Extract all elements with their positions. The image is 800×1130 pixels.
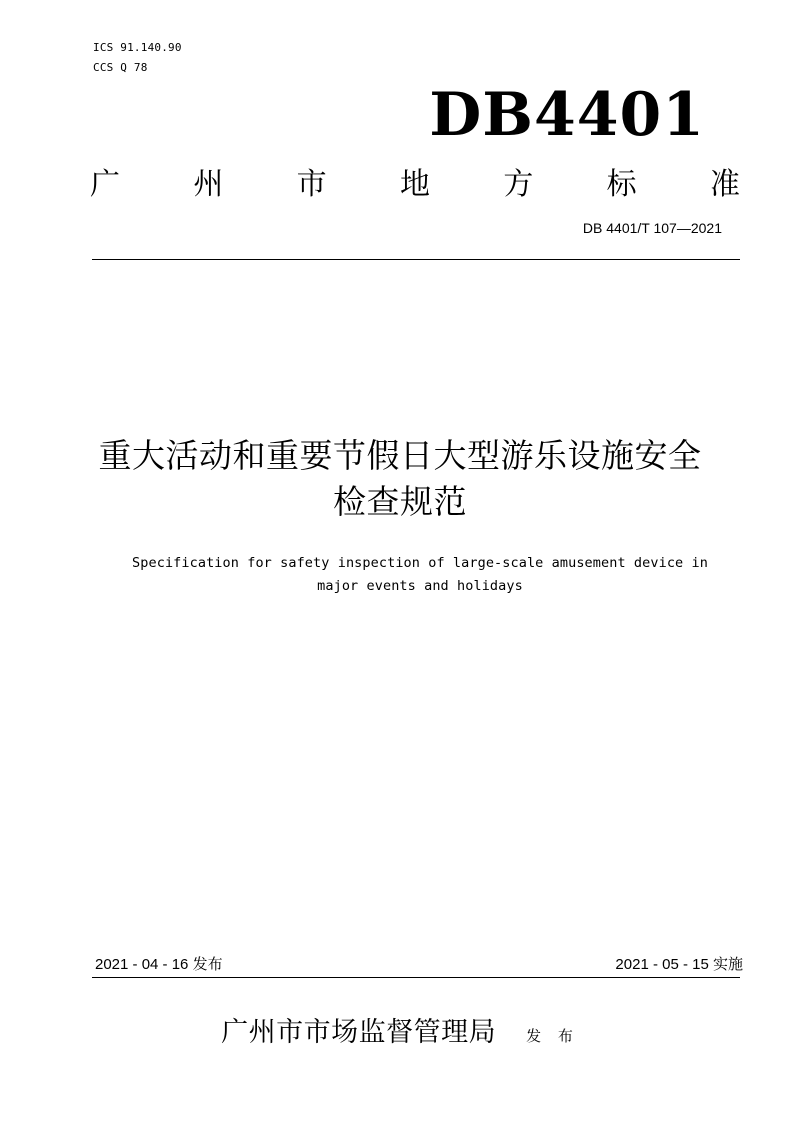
standard-type-char: 市 — [296, 167, 327, 202]
issue-date: 2021 - 04 - 16 发布 — [95, 956, 223, 973]
ics-code: ICS 91.140.90 — [93, 41, 182, 54]
standard-type-char: 方 — [503, 167, 534, 202]
standard-type-char: 州 — [193, 167, 224, 202]
title-zh-line-1: 重大活动和重要节假日大型游乐设施安全 — [98, 436, 702, 475]
title-en-line-2: major events and holidays — [317, 578, 523, 594]
standard-type-char: 准 — [709, 167, 740, 202]
issuer-suffix: 发 布 — [526, 1027, 579, 1045]
header-divider — [92, 259, 740, 260]
footer-divider — [92, 977, 740, 978]
standard-code-logo: DB4401 — [429, 80, 705, 150]
standard-type-char: 地 — [399, 167, 430, 202]
issuer-block — [0, 1015, 800, 1054]
ccs-code: CCS Q 78 — [93, 61, 148, 74]
implementation-date: 2021 - 05 - 15 实施 — [615, 956, 743, 973]
title-en-line-1: Specification for safety inspection of large-scale amusement device in — [132, 555, 708, 571]
title-zh-line-2: 检查规范 — [333, 482, 467, 521]
document-title-english — [80, 552, 760, 598]
standard-number: DB 4401/T 107—2021 — [582, 220, 722, 236]
issuing-authority: 广州市市场监督管理局 — [221, 1017, 497, 1048]
document-title-chinese — [60, 433, 740, 525]
standard-type-char: 广 — [90, 167, 120, 202]
standard-type-char: 标 — [606, 167, 637, 202]
standard-type-heading — [90, 165, 740, 205]
